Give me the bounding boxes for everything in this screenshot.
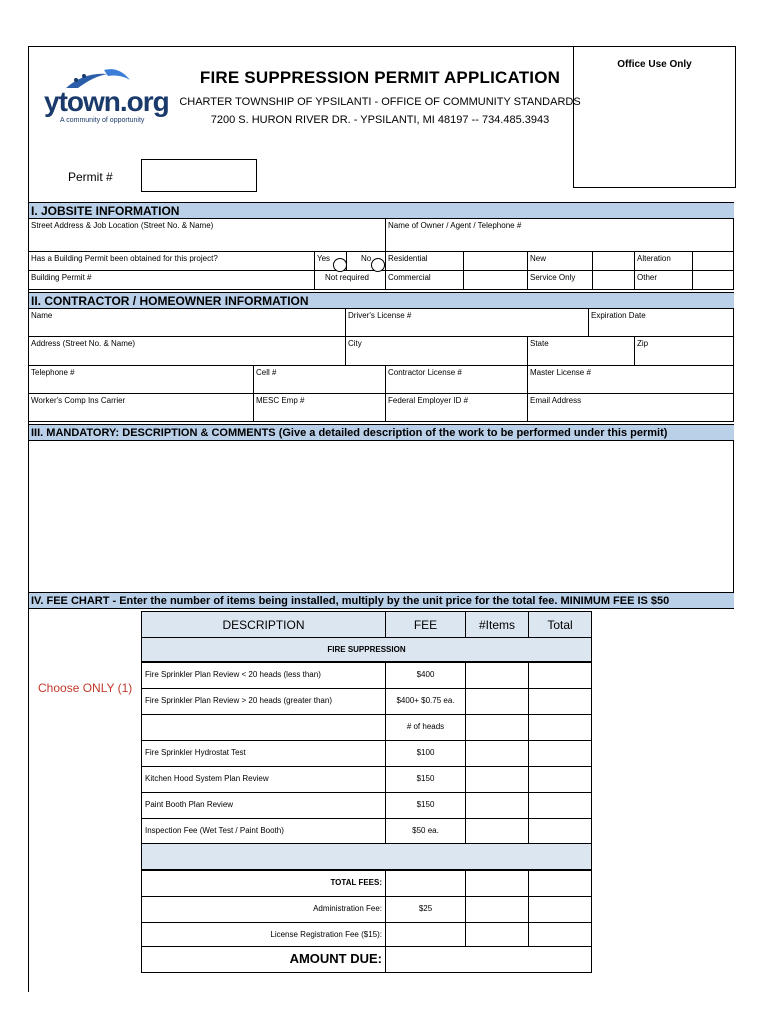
- fee-row-total-input[interactable]: [528, 688, 592, 715]
- fee-row-fee: $150: [385, 766, 466, 793]
- other-label: Other: [635, 271, 693, 290]
- expiration-date-field[interactable]: Expiration Date: [589, 309, 734, 337]
- workers-comp-field[interactable]: Worker's Comp Ins Carrier: [29, 394, 254, 422]
- fee-row-fee: $100: [385, 740, 466, 767]
- service-only-label: Service Only: [528, 271, 593, 290]
- cell-field[interactable]: Cell #: [254, 366, 386, 394]
- permit-label: Permit #: [68, 170, 113, 184]
- license-fee-items-cell: [465, 922, 529, 947]
- fee-row-total-input[interactable]: [528, 662, 592, 689]
- admin-fee-total[interactable]: [528, 896, 592, 923]
- master-license-field[interactable]: Master License #: [528, 366, 734, 394]
- residential-checkbox[interactable]: [464, 252, 528, 271]
- fee-row-description: Fire Sprinkler Plan Review > 20 heads (greater than): [141, 688, 386, 715]
- subtitle-address: 7200 S. HURON RIVER DR. - YPSILANTI, MI 48197 -- 734.485.3943: [210, 114, 550, 126]
- fee-row-fee: # of heads: [385, 714, 466, 741]
- fee-row-description: Inspection Fee (Wet Test / Paint Booth): [141, 818, 386, 845]
- category-fire-suppression: FIRE SUPPRESSION: [141, 637, 592, 662]
- page-title: FIRE SUPPRESSION PERMIT APPLICATION: [199, 68, 561, 87]
- fee-row-total-input[interactable]: [528, 740, 592, 767]
- section-jobsite-header: I. JOBSITE INFORMATION: [29, 202, 734, 219]
- logo-text: ytown.org: [44, 86, 169, 117]
- building-permit-number-field[interactable]: Building Permit #: [29, 271, 315, 290]
- fee-row-description: Paint Booth Plan Review: [141, 792, 386, 819]
- total-fees-items-cell: [465, 870, 529, 897]
- spacer-row: [141, 843, 592, 870]
- no-radio[interactable]: [371, 258, 385, 272]
- alteration-checkbox[interactable]: [693, 252, 734, 271]
- fee-row-items-input[interactable]: [465, 662, 529, 689]
- owner-field[interactable]: Name of Owner / Agent / Telephone #: [386, 219, 734, 252]
- permit-number-field[interactable]: [141, 159, 257, 192]
- contractor-address-field[interactable]: Address (Street No. & Name): [29, 337, 346, 366]
- zip-field[interactable]: Zip: [635, 337, 734, 366]
- license-fee-cell: [385, 922, 466, 947]
- description-textarea[interactable]: [29, 441, 734, 592]
- fee-row-total-input[interactable]: [528, 766, 592, 793]
- choose-only-note: Choose ONLY (1): [38, 681, 133, 695]
- fee-row-items-input[interactable]: [465, 714, 529, 741]
- admin-fee-value: $25: [385, 896, 466, 923]
- col-description-header: DESCRIPTION: [141, 611, 386, 638]
- alteration-label: Alteration: [635, 252, 693, 271]
- admin-fee-label: Administration Fee:: [141, 896, 386, 923]
- fee-row-fee: $150: [385, 792, 466, 819]
- mesc-field[interactable]: MESC Emp #: [254, 394, 386, 422]
- contractor-license-field[interactable]: Contractor License #: [386, 366, 528, 394]
- fee-row-description: Fire Sprinkler Plan Review < 20 heads (less than): [141, 662, 386, 689]
- commercial-label: Commercial: [386, 271, 464, 290]
- fee-row-items-input[interactable]: [465, 818, 529, 845]
- logo-tagline: A community of opportunity: [60, 117, 145, 124]
- admin-fee-items-cell: [465, 896, 529, 923]
- fee-row-fee: $400+ $0.75 ea.: [385, 688, 466, 715]
- contractor-name-field[interactable]: Name: [29, 309, 346, 337]
- fee-row-total-input[interactable]: [528, 818, 592, 845]
- office-use-label: Office Use Only: [617, 59, 692, 70]
- total-fees-label: TOTAL FEES:: [141, 870, 386, 897]
- fein-field[interactable]: Federal Employer ID #: [386, 394, 528, 422]
- fee-row-description: [141, 714, 386, 741]
- yes-radio[interactable]: [333, 258, 347, 272]
- state-field[interactable]: State: [528, 337, 635, 366]
- other-checkbox[interactable]: [693, 271, 734, 290]
- col-fee-header: FEE: [385, 611, 466, 638]
- residential-label: Residential: [386, 252, 464, 271]
- office-use-box: [573, 46, 736, 188]
- amount-due-value[interactable]: [385, 946, 592, 973]
- new-checkbox[interactable]: [593, 252, 635, 271]
- no-label: No: [361, 254, 372, 263]
- not-required-label: Not required: [315, 271, 386, 290]
- license-fee-total[interactable]: [528, 922, 592, 947]
- fee-row-description: Kitchen Hood System Plan Review: [141, 766, 386, 793]
- fee-row-total-input[interactable]: [528, 792, 592, 819]
- fee-row-items-input[interactable]: [465, 688, 529, 715]
- total-fees-value[interactable]: [528, 870, 592, 897]
- fee-row-description: Fire Sprinkler Hydrostat Test: [141, 740, 386, 767]
- new-label: New: [528, 252, 593, 271]
- fee-row-total-input[interactable]: [528, 714, 592, 741]
- amount-due-label: AMOUNT DUE:: [141, 946, 386, 973]
- section-description-header: III. MANDATORY: DESCRIPTION & COMMENTS (Give a detailed description of the work to be performed under this permit): [29, 424, 734, 441]
- form-border-top: [28, 46, 573, 47]
- section-fee-chart-header: IV. FEE CHART - Enter the number of items being installed, multiply by the unit price for the total fee. MINIMUM FEE IS $50: [29, 592, 734, 609]
- fee-row-fee: $50 ea.: [385, 818, 466, 845]
- total-fees-fee-cell: [385, 870, 466, 897]
- email-field[interactable]: Email Address: [528, 394, 734, 422]
- col-items-header: #Items: [465, 611, 529, 638]
- commercial-checkbox[interactable]: [464, 271, 528, 290]
- license-fee-label: License Registration Fee ($15):: [141, 922, 386, 947]
- fee-row-items-input[interactable]: [465, 792, 529, 819]
- fee-row-fee: $400: [385, 662, 466, 689]
- city-field[interactable]: City: [346, 337, 528, 366]
- fee-row-items-input[interactable]: [465, 740, 529, 767]
- building-permit-question: Has a Building Permit been obtained for this project?: [29, 252, 315, 271]
- col-total-header: Total: [528, 611, 592, 638]
- subtitle-office: CHARTER TOWNSHIP OF YPSILANTI - OFFICE OF COMMUNITY STANDARDS: [179, 96, 581, 108]
- service-only-checkbox[interactable]: [593, 271, 635, 290]
- fee-row-items-input[interactable]: [465, 766, 529, 793]
- street-address-field[interactable]: Street Address & Job Location (Street No. & Name): [29, 219, 386, 252]
- yes-label: Yes: [317, 254, 331, 263]
- telephone-field[interactable]: Telephone #: [29, 366, 254, 394]
- drivers-license-field[interactable]: Driver's License #: [346, 309, 589, 337]
- section-contractor-header: II. CONTRACTOR / HOMEOWNER INFORMATION: [29, 292, 734, 309]
